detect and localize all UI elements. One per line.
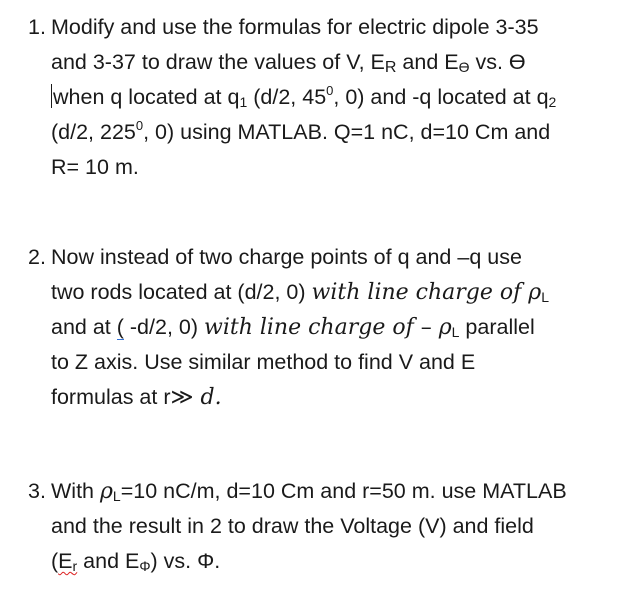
text-run: R= 10 m. <box>51 155 139 179</box>
subscript-r: R <box>384 59 397 76</box>
question-1-number: 1. <box>28 15 46 39</box>
subscript-2: 2 <box>548 94 557 110</box>
question-3-line-3 <box>51 544 220 581</box>
text-run: and E <box>396 50 459 74</box>
question-1-line-4 <box>51 115 550 152</box>
text-run: Now instead of two charge points of q and –q use <box>51 245 522 269</box>
text-cursor <box>51 84 52 108</box>
subscript-l: L <box>541 289 549 305</box>
text-run: With <box>51 479 100 503</box>
question-3-number: 3. <box>28 479 46 503</box>
text-run: Modify and use the formulas for electric dipole 3-35 <box>51 15 539 39</box>
question-2-number: 2. <box>28 245 46 269</box>
question-1-line-5 <box>51 150 139 185</box>
text-run: -d/2, 0) <box>123 315 204 339</box>
question-2-line-4 <box>51 345 475 380</box>
text-run: E <box>58 549 73 573</box>
question-2-line-5 <box>51 380 222 415</box>
rho-symbol: ρ <box>99 479 113 504</box>
text-run: and at <box>51 315 117 339</box>
text-run: parallel <box>459 315 535 339</box>
question-1-line-3 <box>51 80 556 117</box>
phi-symbol: Φ <box>197 549 215 573</box>
question-3-line-2 <box>51 509 534 544</box>
subscript-1: 1 <box>239 94 248 110</box>
text-run: , 0) using MATLAB. Q=1 nC, d=10 Cm and <box>143 120 551 144</box>
question-3-line-1 <box>51 474 567 511</box>
text-run: and 3-37 to draw the values of V, E <box>51 50 385 74</box>
text-run: =10 nC/m, d=10 Cm and r=50 m. use MATLAB <box>120 479 567 503</box>
subscript-l: L <box>112 488 121 504</box>
much-greater-symbol: ≫ <box>170 385 194 410</box>
text-run: (d/2, 45 <box>247 85 327 109</box>
text-run: two rods located at (d/2, 0) <box>51 280 312 304</box>
question-1-line-1 <box>51 10 539 45</box>
text-run: when q located at q <box>53 85 240 109</box>
text-run: formulas at r <box>51 385 171 409</box>
text-run: to Z axis. Use similar method to find V and E <box>51 350 476 374</box>
text-run: (d/2, 225 <box>51 120 136 144</box>
question-2-line-2 <box>51 275 549 312</box>
text-run: ) vs. <box>150 549 198 573</box>
subscript-l: L <box>451 324 460 340</box>
text-run: , 0) and -q located at q <box>333 85 549 109</box>
text-run: and E <box>77 549 140 573</box>
math-italic-run: with line charge of <box>311 280 529 305</box>
subscript-phi: Φ <box>139 558 151 574</box>
subscript-theta: Ɵ <box>458 59 470 75</box>
underlined-paren: ( <box>116 315 124 339</box>
text-run: . <box>214 549 221 573</box>
text-run: and the result in 2 to draw the Voltage (V) and field <box>51 514 534 538</box>
math-italic-run: with line charge of <box>203 315 414 340</box>
period: . <box>214 385 222 410</box>
question-2-line-3 <box>51 310 535 347</box>
text-run: vs. Ɵ <box>469 50 526 74</box>
spellcheck-underline <box>58 549 77 573</box>
question-2-line-1 <box>51 240 522 275</box>
math-italic-run: d <box>193 385 215 410</box>
minus-sign: – <box>413 315 439 340</box>
question-1-line-2 <box>51 45 526 82</box>
rho-symbol: ρ <box>528 280 542 305</box>
superscript-degree: 0 <box>326 83 334 98</box>
rho-symbol: ρ <box>438 315 452 340</box>
text-run: ( <box>51 549 59 573</box>
subscript-r: r <box>72 558 78 574</box>
superscript-degree: 0 <box>135 118 144 133</box>
